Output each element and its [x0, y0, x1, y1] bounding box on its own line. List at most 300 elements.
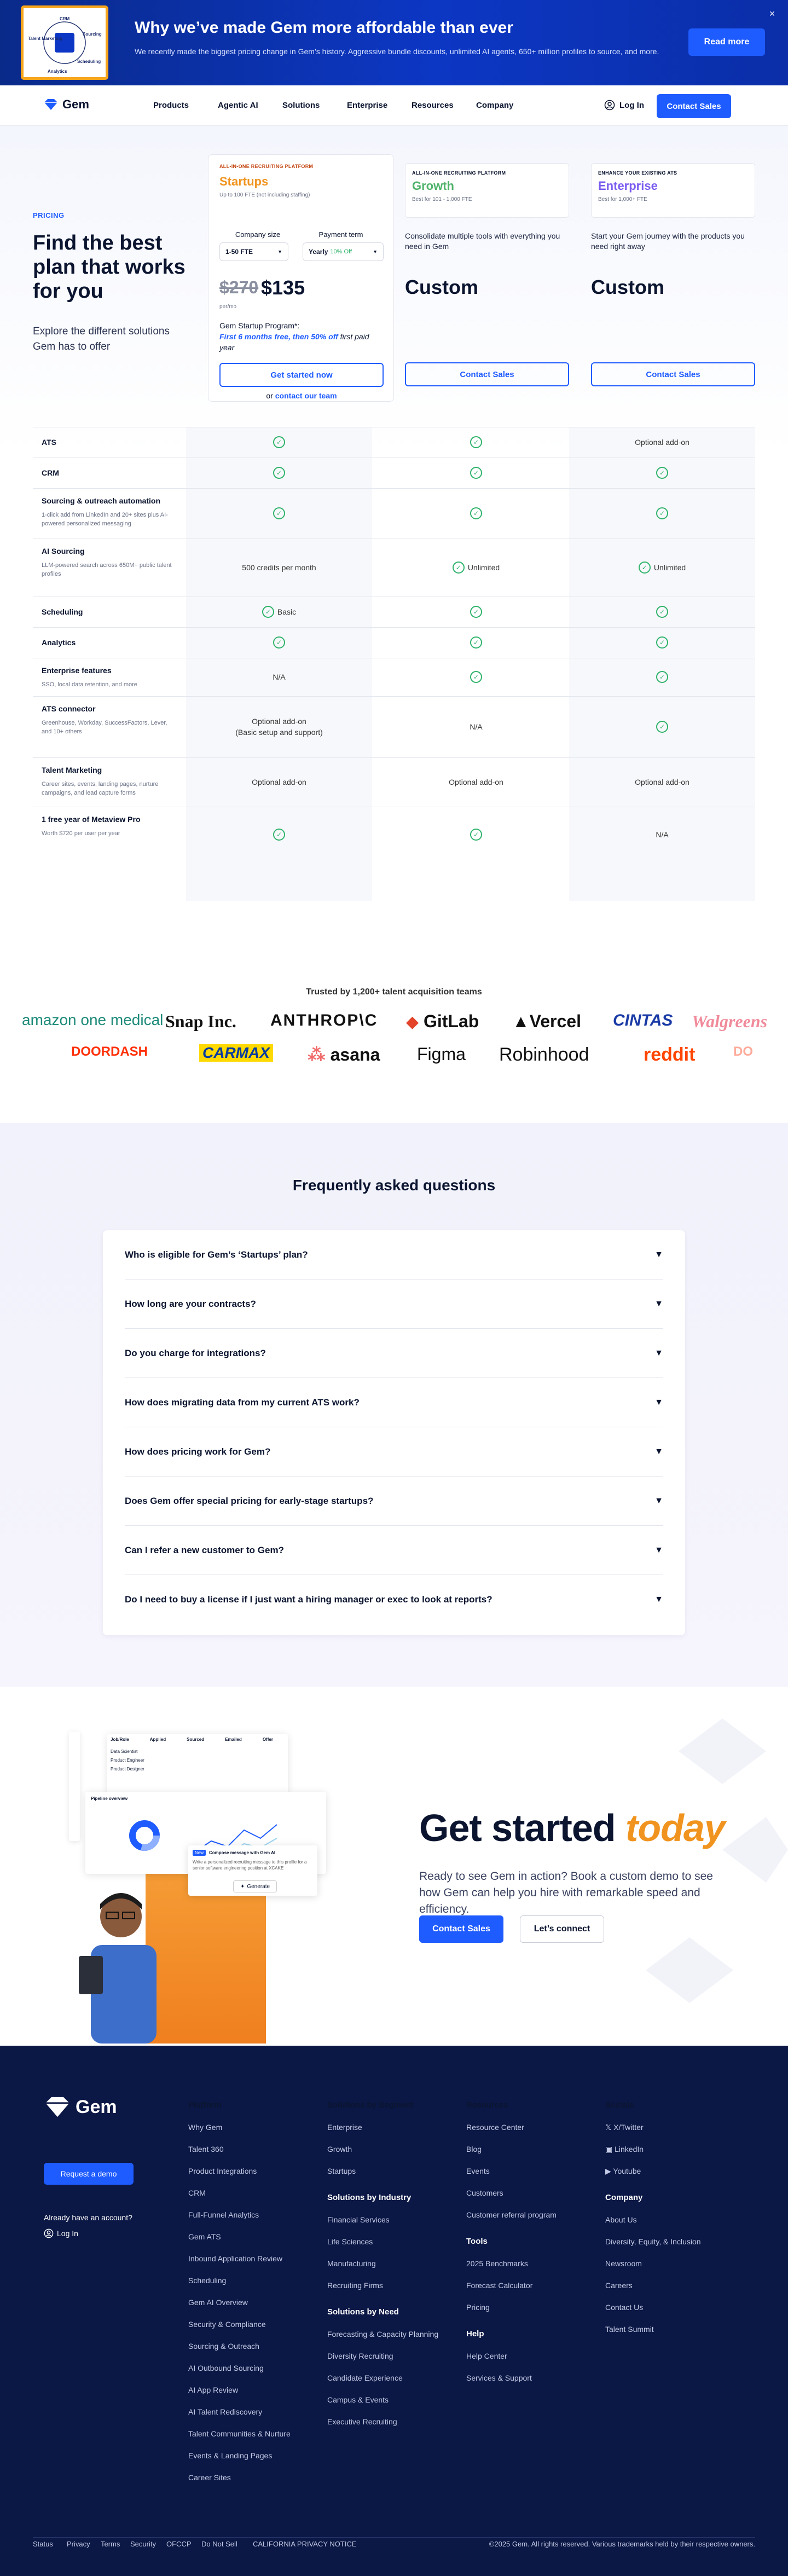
faq-list — [103, 1230, 685, 1635]
startup-program-note — [219, 320, 384, 353]
legal-link[interactable]: Security — [130, 2540, 156, 2548]
caret-down-icon: ▼ — [654, 1397, 663, 1407]
feature-cell-content — [470, 829, 482, 841]
trusted-title: Trusted by 1,200+ talent acquisition teams — [306, 987, 482, 997]
feature-cell — [383, 807, 569, 862]
payment-term-label: Payment term — [318, 230, 363, 239]
decorative-pattern — [613, 1686, 788, 2047]
feature-cell — [383, 627, 569, 658]
check-icon: ✓ — [273, 829, 285, 841]
logo-partial: DO — [733, 1044, 753, 1059]
legal-links — [33, 2540, 373, 2548]
footer-heading: Help — [466, 2329, 484, 2338]
footer-link[interactable]: Candidate Experience — [327, 2374, 403, 2382]
program-tail: first paid year — [219, 332, 369, 352]
faq-question: Can I refer a new customer to Gem? — [125, 1544, 284, 1555]
feature-cell-content — [453, 561, 500, 574]
footer-link[interactable]: Pricing — [466, 2303, 490, 2312]
footer-link-label: X/Twitter — [613, 2123, 644, 2132]
feature-cell-content — [273, 636, 285, 649]
plan-price: Custom — [405, 276, 478, 298]
feature-cell — [569, 658, 755, 696]
logo-reddit: reddit — [644, 1044, 696, 1065]
feature-cell — [569, 488, 755, 539]
logo-cintas: CINTAS — [613, 1011, 673, 1029]
price-period: per/mo — [219, 304, 237, 310]
feature-cell — [569, 757, 755, 807]
logo-walgreens: Walgreens — [692, 1011, 768, 1031]
legal-link[interactable]: Privacy — [67, 2540, 90, 2548]
feature-sublabel: Greenhouse, Workday, SuccessFactors, Lever, and 10+ others — [42, 720, 167, 735]
nav-contact-sales-button[interactable]: Contact Sales — [657, 94, 731, 118]
footer-link-label: LinkedIn — [615, 2145, 644, 2154]
contact-team-line — [208, 391, 395, 400]
feature-cell-text: Optional add-on — [449, 778, 503, 786]
feature-cell-content — [656, 507, 668, 519]
nav-item-solutions[interactable]: Solutions — [282, 101, 320, 110]
feature-cell-text: Optional add-on — [635, 778, 690, 786]
compose-badge: New — [193, 1850, 206, 1856]
faq-question: Does Gem offer special pricing for early-stage startups? — [125, 1495, 374, 1506]
feature-cell-content — [639, 561, 686, 574]
footer-link[interactable]: Contact Us — [605, 2303, 644, 2312]
discount-badge: 10% Off — [330, 248, 352, 255]
check-icon: ✓ — [470, 829, 482, 841]
account-question: Already have an account? — [44, 2213, 132, 2222]
nav-item-products[interactable]: Products — [153, 101, 189, 110]
faq-question: Who is eligible for Gem’s ‘Startups’ plan? — [125, 1249, 308, 1260]
feature-cell — [569, 539, 755, 597]
plan-name: Startups — [219, 175, 269, 188]
get-started-button[interactable]: Get started now — [219, 363, 384, 387]
footer-link[interactable]: Scheduling — [188, 2276, 227, 2285]
company-size-value: 1-50 FTE — [225, 248, 253, 256]
top-nav — [0, 85, 788, 126]
footer-link[interactable]: Inbound Application Review — [188, 2254, 283, 2263]
feature-label: Analytics — [42, 638, 76, 647]
plan-header — [591, 163, 755, 218]
logo-carmax: CARMAX — [199, 1044, 273, 1062]
check-icon: ✓ — [273, 467, 285, 479]
feature-label: Scheduling — [42, 607, 83, 616]
program-label: Gem Startup Program*: — [219, 321, 300, 330]
plan-header — [219, 164, 384, 218]
generate-label: Generate — [247, 1883, 270, 1890]
faq-item[interactable] — [125, 1427, 663, 1477]
mock-header: Emailed — [225, 1737, 242, 1742]
thumb-label: Scheduling — [77, 59, 101, 64]
footer-link[interactable]: Full-Funnel Analytics — [188, 2210, 259, 2219]
footer-link[interactable]: AI App Review — [188, 2386, 239, 2394]
mock-row: Product Engineer — [111, 1758, 144, 1763]
get-started-subtitle: Ready to see Gem in action? Book a custom demo to see how Gem can help you hire with remarkable speed and efficiency. — [419, 1870, 713, 1915]
feature-cell-content — [273, 829, 285, 841]
feature-cell — [186, 597, 372, 627]
footer-link[interactable]: Help Center — [466, 2352, 507, 2360]
feature-cell — [569, 458, 755, 488]
footer-link[interactable]: 2025 Benchmarks — [466, 2259, 528, 2268]
check-icon: ✓ — [470, 671, 482, 683]
faq-item[interactable] — [125, 1477, 663, 1526]
feature-sublabel: 1-click add from LinkedIn and 20+ sites plus AI-powered personalized messaging — [42, 512, 168, 527]
payment-term-value: Yearly — [309, 248, 328, 256]
plan-description: Consolidate multiple tools with everything you need in Gem — [405, 231, 560, 251]
old-price: $270 — [219, 277, 259, 297]
thumb-label: Talent Marketing — [28, 36, 62, 41]
footer-link[interactable]: Security & Compliance — [188, 2320, 266, 2329]
legal-link[interactable]: CALIFORNIA PRIVACY NOTICE — [253, 2540, 357, 2548]
faq-question: How does migrating data from my current ATS work? — [125, 1397, 360, 1408]
footer-column — [327, 2100, 438, 2438]
check-icon: ✓ — [273, 636, 285, 649]
footer-link[interactable]: Manufacturing — [327, 2259, 376, 2268]
footer-login-link[interactable] — [44, 2228, 78, 2238]
plan-price: Custom — [591, 276, 664, 298]
check-icon: ✓ — [639, 561, 651, 574]
footer-link[interactable]: Talent 360 — [188, 2145, 224, 2154]
footer-link[interactable]: Forecasting & Capacity Planning — [327, 2330, 439, 2338]
logo-anthropic: ANTHROP\C — [270, 1011, 378, 1029]
feature-cell-content — [273, 507, 285, 519]
mock-sidebar — [69, 1732, 80, 1841]
logo-gitlab: ◆ GitLab — [406, 1011, 479, 1031]
faq-question: How does pricing work for Gem? — [125, 1446, 271, 1457]
feature-label: Sourcing & outreach automation — [42, 496, 161, 505]
feature-cell — [186, 427, 372, 458]
feature-cell-text: N/A — [656, 830, 669, 839]
feature-cell-content — [470, 436, 482, 448]
plan-price: $135 — [261, 276, 305, 299]
title-part-a: Get started — [419, 1807, 616, 1849]
compose-body: Write a personalized recruiting message to this profile for a senior software engineering position at XCAKE — [193, 1860, 307, 1871]
feature-cell-content — [470, 671, 482, 683]
footer-link[interactable]: Sourcing & Outreach — [188, 2342, 259, 2351]
logo-figma: Figma — [417, 1044, 466, 1064]
compose-title: Compose message with Gem AI — [209, 1850, 276, 1855]
enterprise-contact-sales-button[interactable]: Contact Sales — [591, 362, 755, 386]
footer-link[interactable]: Startups — [327, 2167, 356, 2175]
feature-cell — [569, 807, 755, 862]
footer-link[interactable]: Events & Landing Pages — [188, 2451, 273, 2460]
feature-cell — [569, 627, 755, 658]
footer-link[interactable] — [605, 2166, 701, 2187]
user-icon — [604, 100, 615, 111]
footer-link[interactable]: CRM — [188, 2189, 206, 2197]
x-icon: 𝕏 — [605, 2123, 614, 2132]
footer-heading: Solutions by Industry — [327, 2193, 412, 2202]
plan-card-growth — [394, 154, 580, 402]
legal-link[interactable]: Status — [33, 2540, 53, 2548]
caret-down-icon: ▼ — [654, 1249, 663, 1259]
feature-cell-text: N/A — [470, 722, 483, 731]
feature-sublabel: Worth $720 per user per year — [42, 830, 120, 837]
mock-row: Data Scientist — [111, 1749, 138, 1754]
page-title: Find the best plan that works for you — [33, 231, 186, 303]
nav-menu — [153, 101, 541, 110]
footer-link[interactable]: Growth — [327, 2145, 352, 2154]
feature-sublabel: SSO, local data retention, and more — [42, 681, 137, 688]
feature-cell — [383, 427, 569, 458]
footer-link[interactable]: Talent Communities & Nurture — [188, 2429, 291, 2438]
thumb-label: Sourcing — [83, 32, 102, 37]
read-more-button[interactable]: Read more — [688, 28, 765, 56]
feature-label: CRM — [42, 468, 59, 477]
footer-link[interactable]: Diversity, Equity, & Inclusion — [605, 2237, 701, 2246]
feature-cell-content — [656, 636, 668, 649]
feature-cell-content — [262, 606, 296, 618]
sparkle-icon: ✦ — [240, 1883, 245, 1890]
youtube-icon: ▶ — [605, 2167, 613, 2175]
feature-sublabel: Career sites, events, landing pages, nurture campaigns, and lead capture forms — [42, 781, 159, 796]
copyright: ©2025 Gem. All rights reserved. Various trademarks held by their respective owners. — [489, 2540, 755, 2548]
footer-link[interactable] — [605, 2144, 701, 2166]
check-icon: ✓ — [273, 507, 285, 519]
faq-item[interactable] — [125, 1378, 663, 1427]
feature-cell-content — [656, 606, 668, 618]
footer-link[interactable]: Talent Summit — [605, 2325, 654, 2334]
footer-heading: Solutions by Segment — [327, 2100, 414, 2110]
login-label: Log In — [619, 100, 644, 110]
caret-down-icon: ▼ — [654, 1446, 663, 1456]
feature-cell — [383, 488, 569, 539]
faq-question: How long are your contracts? — [125, 1298, 256, 1309]
feature-cell — [186, 488, 372, 539]
feature-cell-content — [470, 606, 482, 618]
feature-cell — [383, 757, 569, 807]
gem-icon — [44, 2096, 71, 2118]
footer-link[interactable]: About Us — [605, 2215, 637, 2224]
banner-title: Why we’ve made Gem more affordable than ever — [135, 19, 513, 37]
company-size-select[interactable] — [219, 242, 288, 261]
gem-icon — [44, 99, 58, 111]
chevron-down-icon: ▼ — [277, 249, 282, 254]
check-icon: ✓ — [656, 507, 668, 519]
faq-item[interactable] — [125, 1526, 663, 1575]
footer-link[interactable]: Gem ATS — [188, 2232, 221, 2241]
feature-cell-content — [656, 467, 668, 479]
feature-cell-text: Unlimited — [467, 563, 500, 572]
footer-logo[interactable] — [44, 2096, 117, 2118]
faq-item[interactable] — [125, 1575, 663, 1624]
pricing-eyebrow: PRICING — [33, 211, 65, 219]
footer-link[interactable]: Campus & Events — [327, 2395, 389, 2404]
feature-cell-text: Optional add-on — [252, 717, 306, 726]
check-icon: ✓ — [273, 436, 285, 448]
feature-cell-text: 500 credits per month — [242, 563, 316, 572]
plan-name: Growth — [412, 179, 454, 193]
feature-cell — [186, 539, 372, 597]
check-icon: ✓ — [470, 636, 482, 649]
request-demo-button[interactable]: Request a demo — [44, 2163, 134, 2185]
contact-team-link[interactable]: contact our team — [275, 391, 337, 400]
generate-button[interactable] — [233, 1880, 277, 1892]
caret-down-icon: ▼ — [654, 1595, 663, 1604]
feature-label: Talent Marketing — [42, 766, 102, 774]
feature-cell — [383, 696, 569, 757]
feature-cell — [569, 696, 755, 757]
footer-link[interactable]: Blog — [466, 2145, 482, 2154]
caret-down-icon: ▼ — [654, 1348, 663, 1358]
check-icon: ✓ — [656, 721, 668, 733]
or-text: or — [266, 391, 273, 400]
footer-link[interactable]: Diversity Recruiting — [327, 2352, 393, 2360]
feature-cell — [383, 539, 569, 597]
footer-link[interactable]: Financial Services — [327, 2215, 390, 2224]
footer-link[interactable]: AI Talent Rediscovery — [188, 2407, 263, 2416]
footer-link[interactable]: Life Sciences — [327, 2237, 373, 2246]
thumb-label: CRM — [60, 16, 70, 21]
login-link[interactable] — [604, 100, 644, 111]
payment-term-select[interactable] — [303, 242, 384, 261]
check-icon: ✓ — [470, 436, 482, 448]
feature-label: ATS — [42, 438, 56, 447]
plan-description: Start your Gem journey with the products you need right away — [591, 231, 745, 251]
footer-link[interactable]: Recruiting Firms — [327, 2281, 383, 2290]
feature-label: ATS connector — [42, 704, 96, 713]
title-part-b: today — [625, 1807, 725, 1849]
nav-item-enterprise[interactable]: Enterprise — [347, 101, 388, 110]
logo-snap: Snap Inc. — [165, 1011, 236, 1031]
growth-contact-sales-button[interactable]: Contact Sales — [405, 362, 569, 386]
footer-logo-text: Gem — [76, 2096, 117, 2117]
plan-note: Up to 100 FTE (not including staffing) — [219, 192, 310, 198]
company-size-label: Company size — [235, 230, 281, 239]
footer-heading: Tools — [466, 2237, 488, 2246]
caret-down-icon: ▼ — [654, 1496, 663, 1506]
feature-cell-text: Basic — [277, 607, 297, 616]
feature-cell-content — [656, 721, 668, 733]
footer-link[interactable]: Careers — [605, 2281, 633, 2290]
footer-link[interactable]: Executive Recruiting — [327, 2417, 397, 2426]
legal-link[interactable]: Do Not Sell — [201, 2540, 237, 2548]
legal-link[interactable]: OFCCP — [166, 2540, 192, 2548]
close-icon[interactable]: × — [769, 8, 775, 19]
feature-cell-text: Optional add-on — [252, 778, 306, 786]
footer-link[interactable]: Enterprise — [327, 2123, 362, 2132]
footer-link[interactable]: Customer referral program — [466, 2210, 557, 2219]
feature-label: 1 free year of Metaview Pro — [42, 815, 141, 824]
plan-note: Best for 101 - 1,000 FTE — [412, 196, 472, 202]
footer-link[interactable]: Gem AI Overview — [188, 2298, 248, 2307]
mock-header: Applied — [149, 1737, 166, 1742]
footer-link[interactable]: Events — [466, 2167, 490, 2175]
feature-cell-content — [273, 436, 285, 448]
footer-heading: Socials — [605, 2100, 634, 2110]
check-icon: ✓ — [453, 561, 465, 574]
logo-asana: ⁂ asana — [308, 1045, 380, 1064]
check-icon: ✓ — [470, 606, 482, 618]
feature-cell — [186, 458, 372, 488]
footer-link[interactable]: Newsroom — [605, 2259, 642, 2268]
logo-robinhood: Robinhood — [499, 1044, 589, 1065]
check-icon: ✓ — [656, 671, 668, 683]
mock-table — [107, 1734, 288, 1794]
promo-banner — [0, 0, 788, 85]
feature-cell — [186, 807, 372, 862]
banner-body: We recently made the biggest pricing change in Gem’s history. Aggressive bundle discounts, unlimited AI agents, 650+ million profiles to source, and more. — [135, 47, 659, 56]
banner-thumbnail — [21, 5, 108, 80]
feature-cell — [383, 458, 569, 488]
page-subtitle: Explore the different solutions Gem has to offer — [33, 326, 170, 352]
faq-item[interactable] — [125, 1230, 663, 1280]
footer-heading: Resources — [466, 2100, 508, 2110]
nav-item-company[interactable]: Company — [476, 101, 514, 110]
get-started-title — [419, 1806, 725, 1850]
footer-link[interactable]: Product Integrations — [188, 2167, 257, 2175]
get-started-wrap — [208, 363, 395, 387]
footer-link[interactable] — [605, 2122, 701, 2144]
mock-header: Job/Role — [111, 1737, 129, 1742]
feature-cell — [186, 658, 372, 696]
faq-question: Do I need to buy a license if I just want a hiring manager or exec to look at reports? — [125, 1594, 493, 1605]
program-highlight: First 6 months free, then 50% off — [219, 332, 338, 341]
footer-link[interactable]: Forecast Calculator — [466, 2281, 533, 2290]
footer-column — [605, 2100, 701, 2346]
check-icon: ✓ — [656, 606, 668, 618]
plan-card-enterprise — [580, 154, 766, 402]
feature-cell — [569, 597, 755, 627]
logo-row-2 — [0, 1043, 788, 1070]
feature-cell-content — [656, 671, 668, 683]
feature-cell-content — [273, 467, 285, 479]
feature-cell-text: Unlimited — [653, 563, 686, 572]
feature-cell — [569, 427, 755, 458]
plan-pill: ALL-IN-ONE RECRUITING PLATFORM — [219, 164, 314, 169]
linkedin-icon: ▣ — [605, 2145, 615, 2154]
footer-link[interactable]: Why Gem — [188, 2123, 223, 2132]
footer-link-label: Youtube — [613, 2167, 641, 2175]
legal-link[interactable]: Terms — [101, 2540, 120, 2548]
faq-item[interactable] — [125, 1280, 663, 1329]
feature-label: Enterprise features — [42, 666, 112, 675]
logo-amazon-one-medical: amazon one medical — [22, 1011, 164, 1028]
faq-item[interactable] — [125, 1329, 663, 1378]
feature-sublabel: LLM-powered search across 650M+ public talent profiles — [42, 562, 172, 577]
check-icon: ✓ — [470, 467, 482, 479]
plan-pill: ALL-IN-ONE RECRUITING PLATFORM — [412, 170, 506, 176]
footer-heading: Company — [605, 2193, 643, 2202]
feature-cell-content — [470, 636, 482, 649]
footer-login-label: Log In — [57, 2229, 78, 2238]
person-illustration — [53, 1885, 173, 2044]
check-icon: ✓ — [656, 636, 668, 649]
footer-link[interactable]: Customers — [466, 2189, 503, 2197]
check-icon: ✓ — [262, 606, 274, 618]
check-icon: ✓ — [470, 507, 482, 519]
check-icon: ✓ — [656, 467, 668, 479]
thumb-label: Analytics — [48, 69, 67, 74]
footer-link[interactable]: Services & Support — [466, 2374, 532, 2382]
get-started-contact-sales-button[interactable]: Contact Sales — [419, 1915, 503, 1943]
feature-cell — [186, 757, 372, 807]
plan-note: Best for 1,000+ FTE — [598, 196, 647, 202]
feature-cell-text: (Basic setup and support) — [235, 728, 323, 737]
footer-link[interactable]: AI Outbound Sourcing — [188, 2364, 264, 2372]
feature-cell-text: Optional add-on — [635, 438, 690, 447]
nav-item-resources[interactable]: Resources — [412, 101, 454, 110]
footer-column — [188, 2100, 291, 2494]
lets-connect-button[interactable]: Let’s connect — [520, 1915, 604, 1943]
footer-heading: Solutions by Need — [327, 2307, 399, 2317]
feature-cell — [383, 597, 569, 627]
footer-link[interactable]: Resource Center — [466, 2123, 524, 2132]
gem-logo[interactable] — [44, 97, 89, 112]
logo-text: Gem — [62, 97, 89, 111]
footer-link[interactable]: Career Sites — [188, 2473, 231, 2482]
nav-item-agentic-ai[interactable]: Agentic AI — [218, 101, 258, 110]
feature-cell — [383, 658, 569, 696]
faq-question: Do you charge for integrations? — [125, 1347, 266, 1358]
